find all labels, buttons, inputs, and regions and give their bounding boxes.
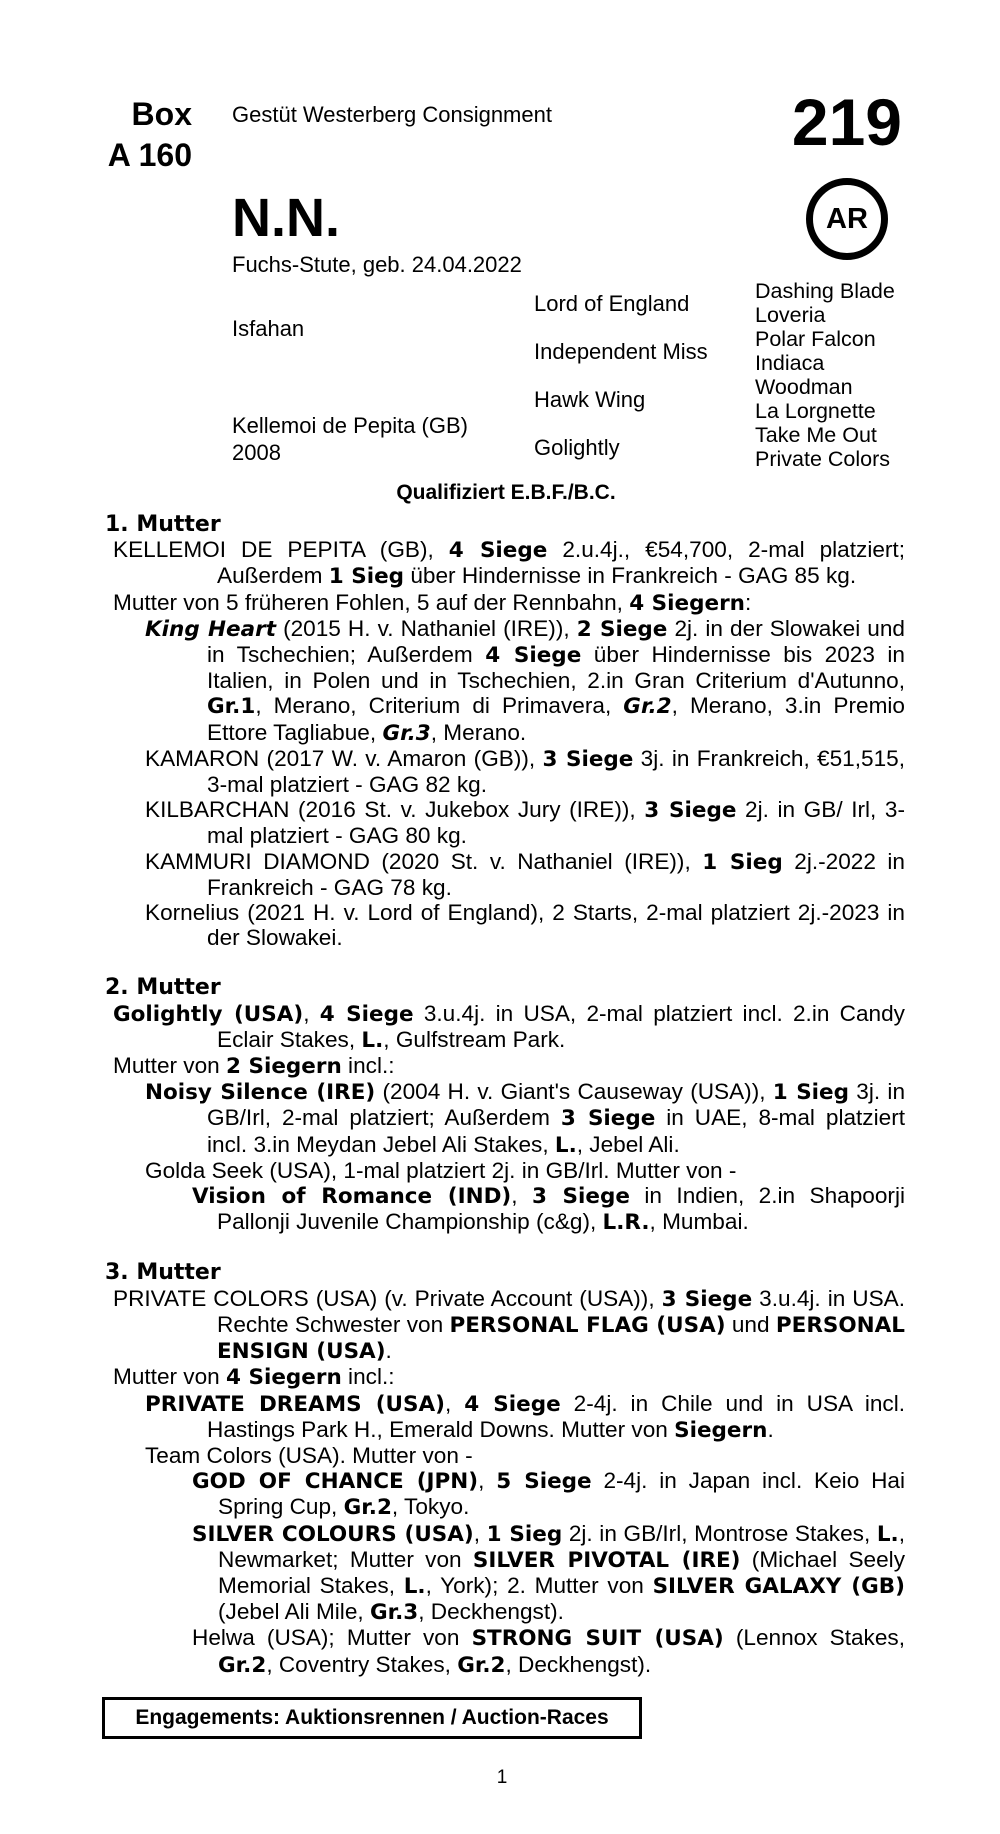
pedigree-sire: Isfahan bbox=[232, 316, 305, 341]
pedigree-dam: Kellemoi de Pepita (GB) bbox=[232, 413, 468, 438]
section-3-dam: PRIVATE COLORS (USA) (v. Private Account (USA)), 3 Siege 3.u.4j. in USA. Rechte Schwester von PERSONAL FLAG (USA) und PERSONAL ENSIGN (USA). bbox=[113, 1285, 906, 1365]
section-1-dam: KELLEMOI DE PEPITA (GB), 4 Siege 2.u.4j., €54,700, 2-mal platziert; Außerdem 1 Sieg über Hindernisse in Frankreich - GAG 85 kg. bbox=[113, 537, 905, 590]
ar-badge: AR bbox=[806, 178, 888, 260]
section-1-title: 1. Mutter bbox=[105, 512, 221, 537]
horse-name: N.N. bbox=[232, 188, 340, 248]
pedigree-dam-sire: Hawk Wing bbox=[534, 387, 646, 412]
section-1-offspring: Kornelius (2021 H. v. Lord of England), 2 Starts, 2-mal platziert 2j.-2023 in der Slowakei. bbox=[145, 900, 905, 951]
page-number: 1 bbox=[496, 1767, 508, 1788]
box-number: A 160 bbox=[107, 137, 192, 173]
pedigree-great-grandparents bbox=[755, 279, 895, 471]
section-3-title: 3. Mutter bbox=[105, 1260, 221, 1286]
section-3-grand-offspring: Helwa (USA); Mutter von STRONG SUIT (USA) (Lennox Stakes, Gr.2, Coventry Stakes, Gr.2, Deckhengst). bbox=[192, 1625, 905, 1678]
section-1-offspring: KAMMURI DIAMOND (2020 St. v. Nathaniel (IRE)), 1 Sieg 2j.-2022 in Frankreich - GAG 78 kg. bbox=[145, 848, 906, 900]
section-3-grand-offspring: SILVER COLOURS (USA), 1 Sieg 2j. in GB/Irl, Montrose Stakes, L., Newmarket; Mutter von SILVER PIVOTAL (IRE) (Michael Seely Memorial Stakes, L., York); 2. Mutter von SILVER GALAXY (GB) (Jebel Ali Mile, Gr.3, Deckhengst). bbox=[192, 1520, 906, 1626]
pedigree-dam-dam: Golightly bbox=[534, 435, 620, 460]
section-2-dam: Golightly (USA), 4 Siege 3.u.4j. in USA, 2-mal platziert incl. 2.in Candy Eclair Stakes, L., Gulfstream Park. bbox=[113, 1000, 905, 1053]
section-2-offspring: Noisy Silence (IRE) (2004 H. v. Giant's Causeway (USA)), 1 Sieg 3j. in GB/Irl, 2-mal platziert; Außerdem 3 Siege in UAE, 8-mal platziert incl. 3.in Meydan Jebel Ali Stakes, L., Jebel Ali. bbox=[145, 1079, 906, 1158]
section-1-offspring: KILBARCHAN (2016 St. v. Jukebox Jury (IRE)), 3 Siege 2j. in GB/ Irl, 3-mal platziert - GAG 80 kg. bbox=[145, 797, 905, 849]
section-3-offspring: Team Colors (USA). Mutter von - bbox=[145, 1442, 473, 1468]
ggp-entry: Indiaca bbox=[755, 351, 825, 375]
family-notes bbox=[105, 512, 905, 1678]
consignor: Gestüt Westerberg Consignment bbox=[232, 102, 552, 127]
ggp-entry: Dashing Blade bbox=[755, 279, 895, 303]
section-1-offspring: KAMARON (2017 W. v. Amaron (GB)), 3 Siege 3j. in Frankreich, €51,515, 3-mal platziert - GAG 82 kg. bbox=[145, 745, 906, 798]
section-3-offspring: PRIVATE DREAMS (USA), 4 Siege 2-4j. in Chile und in USA incl. Hastings Park H., Emerald Downs. Mutter von Siegern. bbox=[145, 1390, 905, 1443]
ggp-entry: Private Colors bbox=[755, 447, 891, 471]
section-1-offspring: King Heart (2015 H. v. Nathaniel (IRE)), 2 Siege 2j. in der Slowakei und in Tschechien; Außerdem 4 Siege über Hindernisse bis 2023 in Italien, in Polen und in Tschechien, 2.in Gran Criterium d'Autunno, Gr.1, Merano, Criterium di Primavera, Gr.2, Merano, 3.in Premio Ettore Tagliabue, Gr.3, Merano. bbox=[145, 615, 905, 746]
section-1-produce: Mutter von 5 früheren Fohlen, 5 auf der Rennbahn, 4 Siegern: bbox=[113, 589, 752, 616]
section-3-grand-offspring: GOD OF CHANCE (JPN), 5 Siege 2-4j. in Japan incl. Keio Hai Spring Cup, Gr.2, Tokyo. bbox=[192, 1468, 905, 1521]
engagements-box: Engagements: Auktionsrennen / Auction-Races bbox=[102, 1697, 642, 1739]
ggp-entry: Loveria bbox=[755, 303, 826, 327]
qualification: Qualifiziert E.B.F./B.C. bbox=[396, 481, 616, 504]
pedigree-sire-dam: Independent Miss bbox=[534, 339, 708, 364]
ggp-entry: Woodman bbox=[755, 375, 853, 399]
section-2-produce: Mutter von 2 Siegern incl.: bbox=[113, 1053, 395, 1080]
lot-number: 219 bbox=[791, 85, 902, 159]
ggp-entry: Take Me Out bbox=[755, 423, 877, 447]
box-label: Box bbox=[131, 96, 192, 132]
pedigree-dam-year: 2008 bbox=[232, 440, 281, 465]
pedigree-sire-sire: Lord of England bbox=[534, 291, 690, 316]
box-label-block bbox=[100, 94, 192, 176]
horse-description: Fuchs-Stute, geb. 24.04.2022 bbox=[232, 252, 522, 277]
section-2-offspring: Golda Seek (USA), 1-mal platziert 2j. in GB/Irl. Mutter von - bbox=[145, 1157, 737, 1183]
ggp-entry: La Lorgnette bbox=[755, 399, 876, 423]
section-2-grand-offspring: Vision of Romance (IND), 3 Siege in Indien, 2.in Shapoorji Pallonji Juvenile Championship (c&g), L.R., Mumbai. bbox=[192, 1183, 905, 1236]
ggp-entry: Polar Falcon bbox=[755, 327, 876, 351]
section-2-title: 2. Mutter bbox=[105, 975, 221, 1001]
section-3-produce: Mutter von 4 Siegern incl.: bbox=[113, 1364, 395, 1391]
